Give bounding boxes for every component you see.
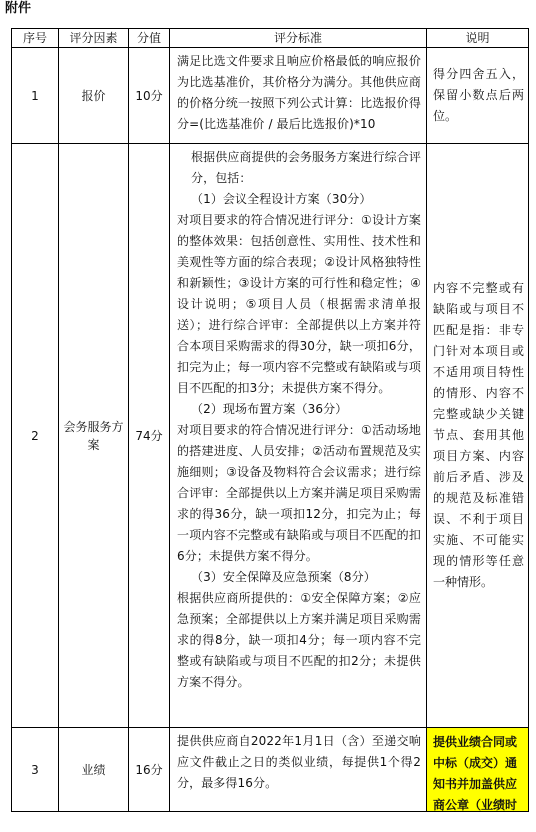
header-no: 序号 [12, 29, 59, 48]
attachment-label: 附件 [5, 1, 32, 16]
criteria-intro: 根据供应商提供的会务服务方案进行综合评分，包括： [191, 150, 421, 185]
row-score: 16分 [129, 728, 170, 812]
row-notes: 得分四舍五入，保留小数点后两位。 [427, 48, 529, 144]
row-no: 1 [12, 48, 59, 144]
row-notes [427, 728, 529, 812]
criteria-section-title: （1）会议全程设计方案（30分） [191, 192, 372, 206]
row-no: 3 [12, 728, 59, 812]
row-criteria [170, 48, 427, 144]
header-score: 分值 [129, 29, 170, 48]
header-factor: 评分因素 [59, 29, 129, 48]
row-factor: 业绩 [59, 728, 129, 812]
header-notes: 说明 [427, 29, 529, 48]
scoring-table [11, 28, 529, 812]
criteria-section-title: （2）现场布置方案（36分） [191, 402, 348, 416]
row-score: 74分 [129, 144, 170, 728]
criteria-section-text: 对项目要求的符合情况进行评分：①设计方案的整体效果：包括创意性、实用性、技术性和美观性等方面的综合表现；②设计风格独特性和新颖性；③设计方案的可行性和稳定性；④设计说明；⑤项目人员（根据需求清单报送）；进行综合评审：全部提供以上方案并符合本项目采购需求的得30分，缺一项扣6分，扣完为止；每一项内容不完整或有缺陷或与项目不匹配的扣3分；未提供方案不得分。 [177, 213, 421, 395]
header-row [12, 29, 529, 48]
row-factor: 会务服务方案 [59, 144, 129, 728]
row-notes: 内容不完整或有缺陷或与项目不匹配是指：非专门针对本项目或不适用项目特性的情形、内容不完整或缺少关键节点、套用其他项目方案、内容前后矛盾、涉及的规范及标准错误、不利于项目实施、不可能实现的情形等任意一种情形。 [427, 144, 529, 728]
row-criteria [170, 144, 427, 728]
criteria-text: 提供供应商自2022年1月1日（含）至递交响应文件截止之日的类似业绩，每提供1个得2分，最多得16分。 [177, 734, 421, 790]
criteria-section-text: 根据供应商所提供的：①安全保障方案；②应急预案；全部提供以上方案并满足项目采购需求的得8分，缺一项扣4分；每一项内容不完整或有缺陷或与项目不匹配的扣2分；未提供方案不得分。 [177, 591, 421, 689]
table-row [12, 728, 529, 812]
header-criteria: 评分标准 [170, 29, 427, 48]
criteria-section-text: 对项目要求的符合情况进行评分：①活动场地的搭建进度、人员安排；②活动布置规范及实施细则；③设备及物料符合会议需求；进行综合评审：全部提供以上方案并满足项目采购需求的得36分，缺一项扣12分，扣完为止；每一项内容不完整或有缺陷或与项目不匹配的扣6分；未提供方案不得分。 [177, 423, 421, 563]
highlighted-note: 提供业绩合同或中标（成交）通知书并加盖供应商公章（业绩时 [427, 728, 528, 811]
row-criteria [170, 728, 427, 812]
table-row [12, 48, 529, 144]
table-row [12, 144, 529, 728]
criteria-section-title: （3）安全保障及应急预案（8分） [191, 570, 376, 584]
row-score: 10分 [129, 48, 170, 144]
criteria-text: 满足比选文件要求且响应价格最低的响应报价为比选基准价，其价格分为满分。其他供应商的价格分统一按照下列公式计算：比选报价得分=(比选基准价 / 最后比选报价)*10 [177, 54, 421, 131]
row-no: 2 [12, 144, 59, 728]
row-factor: 报价 [59, 48, 129, 144]
